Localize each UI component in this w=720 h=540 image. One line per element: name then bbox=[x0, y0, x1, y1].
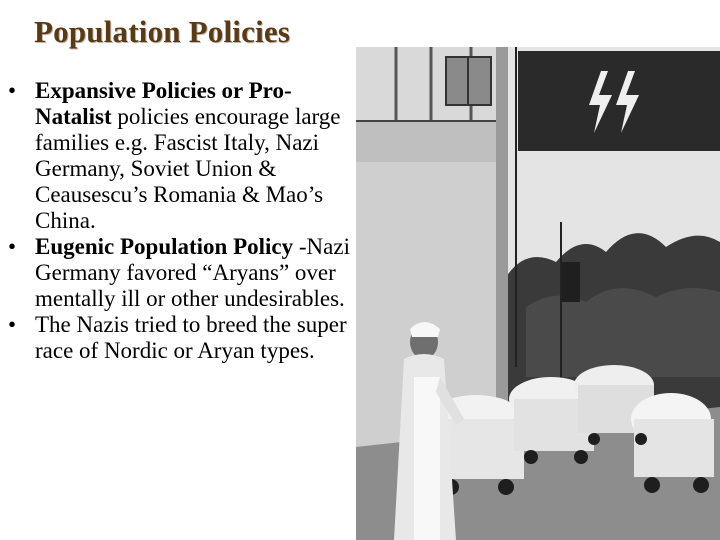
historical-photo bbox=[356, 47, 720, 540]
bullet-text: policies encourage large families e.g. Fascist Italy, Nazi Germany, Soviet Union & Ceausescu’s Romania & Mao’s China. bbox=[35, 104, 341, 233]
slide-title: Population Policies bbox=[34, 14, 291, 49]
bullet-bold-term: Expansive Policies or Pro-Natalist bbox=[35, 78, 292, 129]
bullet-bold-term: Eugenic Population Policy bbox=[35, 234, 294, 259]
bullet-item-eugenic bbox=[0, 234, 356, 312]
bullet-list bbox=[0, 78, 356, 364]
bullet-item-super-race bbox=[0, 312, 356, 364]
bullet-text: -Nazi Germany favored “Aryans” over mentally ill or other undesirables. bbox=[35, 234, 350, 311]
bullet-text: The Nazis tried to breed the super race of Nordic or Aryan types. bbox=[35, 312, 347, 363]
bullet-item-pro-natalist bbox=[0, 78, 356, 234]
